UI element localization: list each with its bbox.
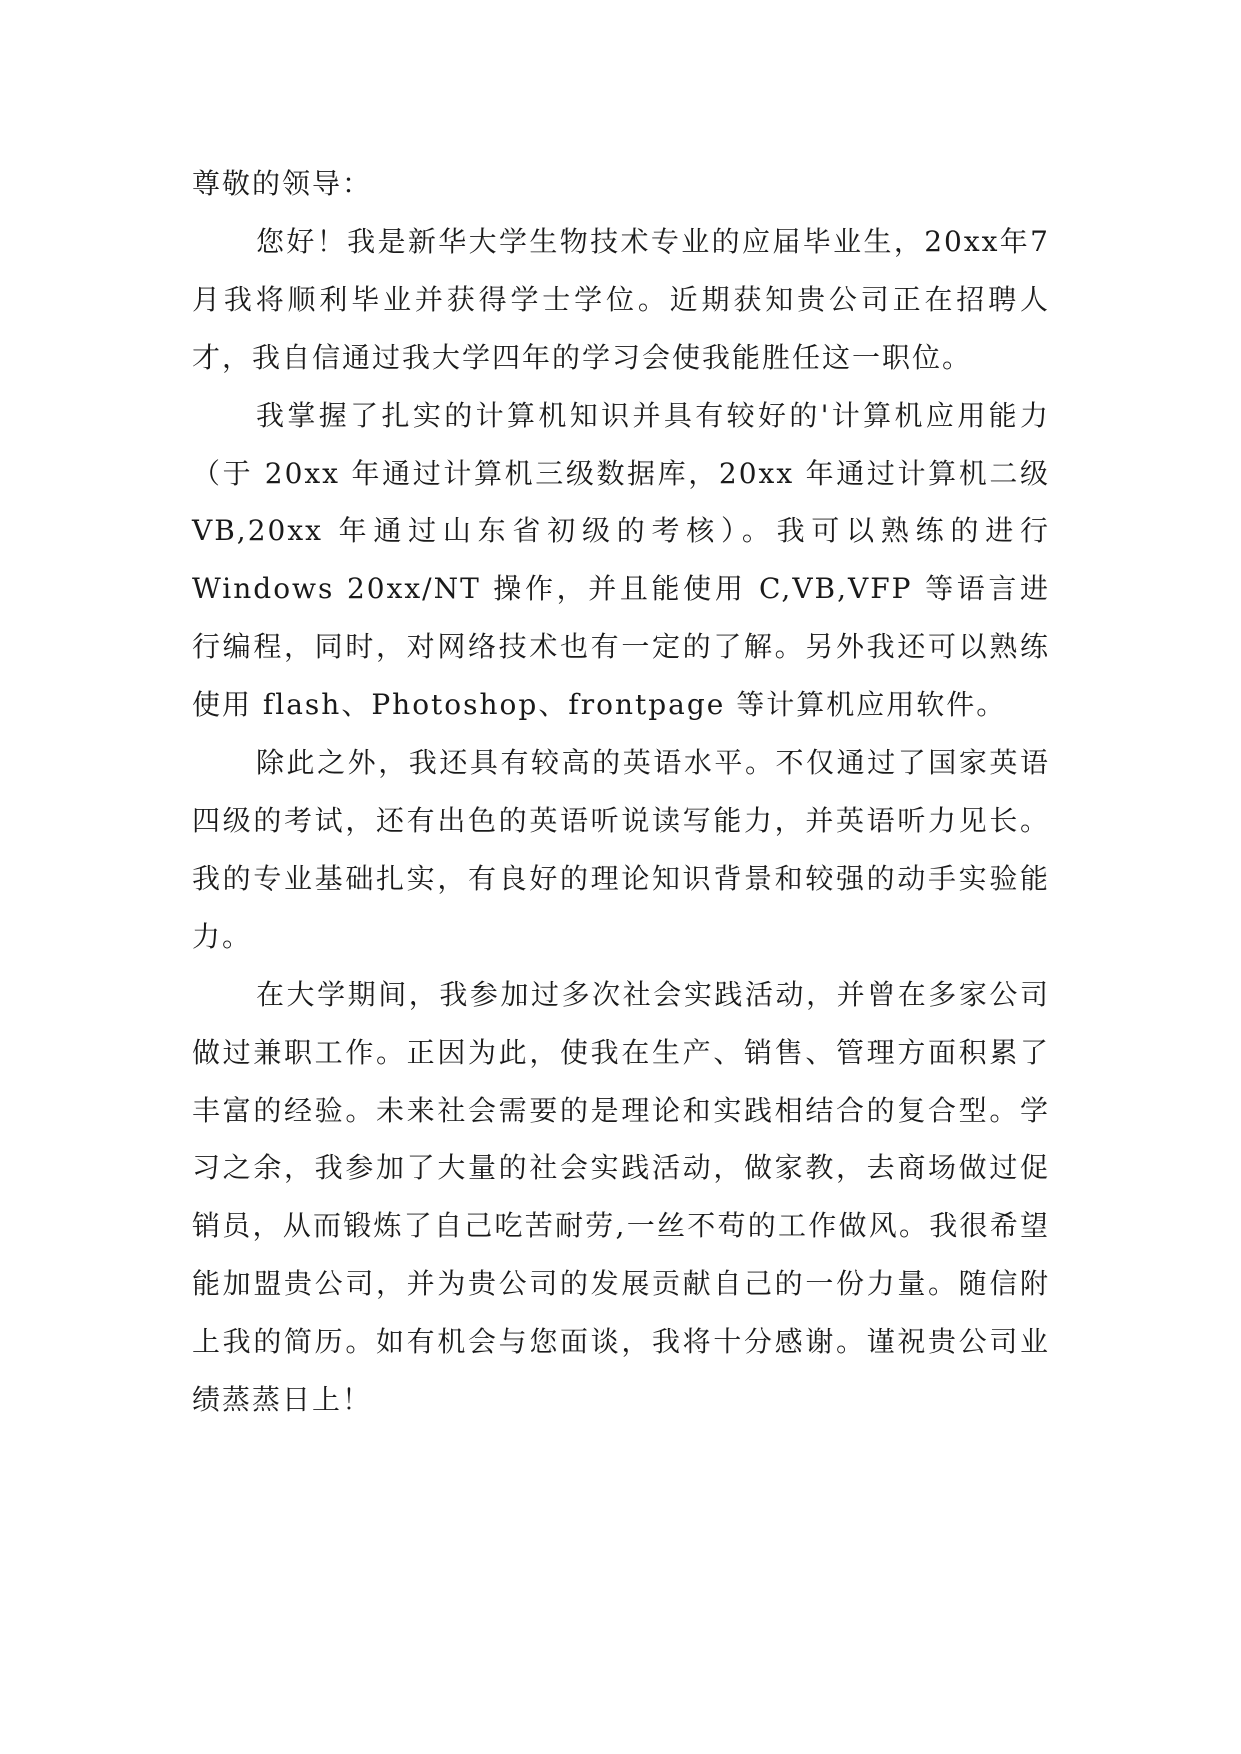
paragraph-introduction: 您好！我是新华大学生物技术专业的应届毕业生，20xx年7月我将顺利毕业并获得学士学位。近期获知贵公司正在招聘人才，我自信通过我大学四年的学习会使我能胜任这一职位。	[192, 224, 1050, 374]
salutation: 尊敬的领导：	[192, 167, 373, 200]
paragraph-practice-experience: 在大学期间，我参加过多次社会实践活动，并曾在多家公司做过兼职工作。正因为此，使我在生产、销售、管理方面积累了丰富的经验。未来社会需要的是理论和实践相结合的复合型。学习之余，我参加了大量的社会实践活动，做家教，去商场做过促销员，从而锻炼了自己吃苦耐劳,一丝不苟的工作做风。我很希望能加盟贵公司，并为贵公司的发展贡献自己的一份力量。随信附上我的简历。如有机会与您面谈，我将十分感谢。谨祝贵公司业绩蒸蒸日上！	[192, 977, 1050, 1417]
paragraph-computer-skills: 我掌握了扎实的计算机知识并具有较好的'计算机应用能力（于 20xx 年通过计算机三级数据库，20xx 年通过计算机二级 VB,20xx 年通过山东省初级的考核）。我可以熟练的进行 Windows 20xx/NT 操作，并且能使用 C,VB,VFP 等语言进行编程，同时，对网络技术也有一定的了解。另外我还可以熟练使用 flash、Photoshop、frontpage 等计算机应用软件。	[192, 398, 1050, 722]
paragraph-english-skills: 除此之外，我还具有较高的英语水平。不仅通过了国家英语四级的考试，还有出色的英语听说读写能力，并英语听力见长。我的专业基础扎实，有良好的理论知识背景和较强的动手实验能力。	[192, 746, 1050, 953]
letter-body	[192, 155, 1050, 1429]
